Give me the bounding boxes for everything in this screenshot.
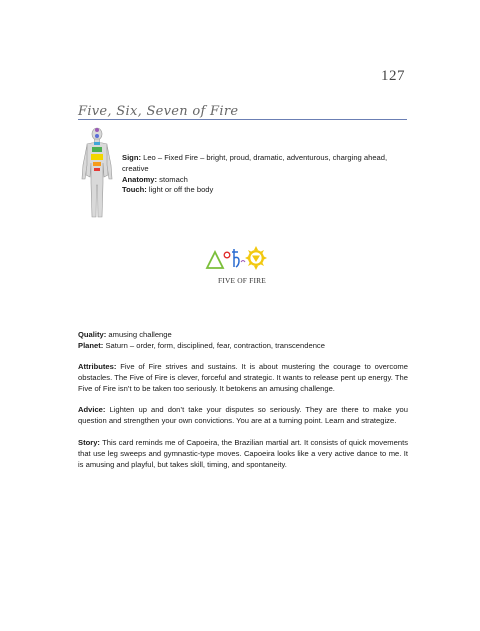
advice-text: Lighten up and don’t take your disputes so seriously. They are there to make you question and strengthen your own convictions. You are at a turning point. Learn and strategize. [78, 405, 408, 425]
page-number: 127 [381, 68, 405, 84]
sign-text: Leo – Fixed Fire – bright, proud, dramatic, adventurous, charging ahead, creative [122, 153, 388, 173]
attributes-label: Attributes: [78, 362, 117, 371]
sun-circle-icon [224, 252, 230, 258]
advice-label: Advice: [78, 405, 106, 414]
saturn-icon [232, 249, 239, 267]
info-block [122, 153, 412, 196]
title-divider [78, 119, 407, 120]
planet-text: Saturn – order, form, disciplined, fear, contraction, transcendence [105, 340, 325, 350]
attributes-paragraph [78, 362, 408, 394]
story-label: Story: [78, 438, 100, 447]
quality-planet-block [78, 330, 408, 352]
story-paragraph [78, 438, 408, 470]
anatomy-text: stomach [159, 174, 188, 184]
anatomy-label: Anatomy: [122, 174, 158, 184]
quality-line [78, 330, 408, 341]
story-text: This card reminds me of Capoeira, the Brazilian martial art. It consists of quick movements that use leg sweeps and gymnastic-type moves. Capoeira looks like a very active dance to me. It is amusing and playful, but takes skill, timing, and spontaneity. [78, 438, 408, 469]
sign-line [122, 153, 412, 175]
solar-plexus-chakra-icon [91, 154, 103, 160]
card-caption: FIVE OF FIRE [218, 276, 266, 285]
advice-paragraph [78, 405, 408, 427]
attributes-text: Five of Fire strives and sustains. It is about mustering the courage to overcome obstacles. The Five of Fire is clever, forceful and strategic. It wants to release pent up energy. The Five of Fire isn’t to be taken too seriously. It betokens an amusing challenge. [78, 362, 408, 393]
anatomy-line [122, 175, 412, 186]
sacral-chakra-icon [93, 162, 101, 166]
third-eye-chakra-icon [95, 134, 99, 138]
touch-label: Touch: [122, 185, 147, 195]
quality-text: amusing challenge [108, 330, 172, 339]
throat-chakra-icon [94, 142, 100, 145]
quality-label: Quality: [78, 330, 107, 339]
touch-text: light or off the body [148, 185, 214, 195]
body-silhouette [82, 128, 112, 217]
planet-label: Planet: [78, 340, 104, 350]
planet-line [78, 341, 408, 352]
chakra-sun-icon [245, 246, 267, 270]
heart-chakra-icon [92, 147, 102, 152]
touch-line [122, 185, 412, 196]
sign-label: Sign: [122, 153, 141, 162]
small-mark-icon [241, 261, 245, 263]
root-chakra-icon [94, 168, 100, 171]
section-title: Five, Six, Seven of Fire [78, 104, 239, 119]
fire-triangle-icon [207, 252, 223, 268]
chakra-body-figure [78, 125, 116, 221]
crown-chakra-icon [95, 128, 99, 132]
card-symbols [205, 244, 267, 272]
